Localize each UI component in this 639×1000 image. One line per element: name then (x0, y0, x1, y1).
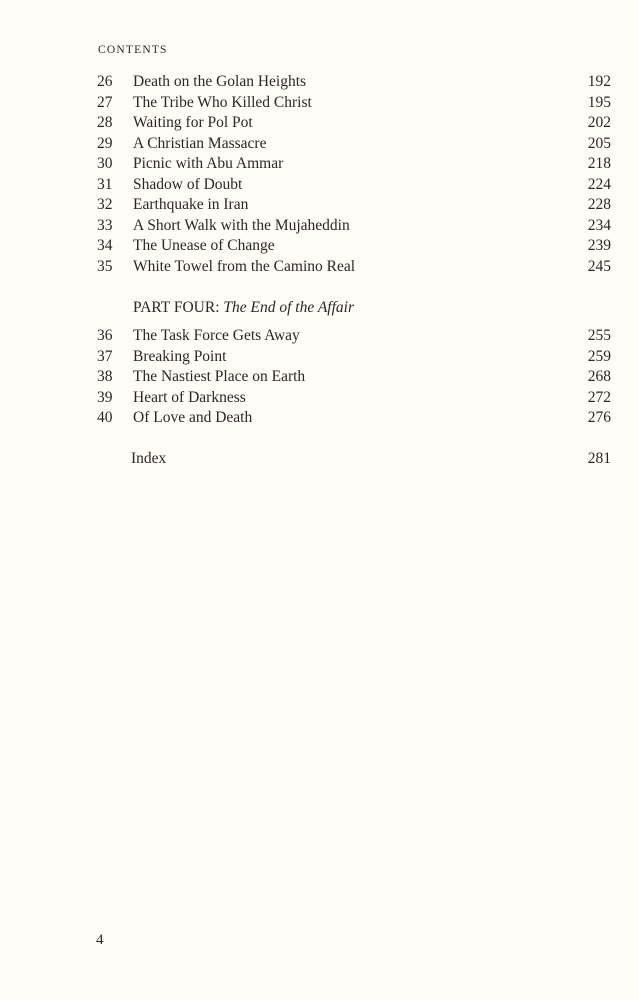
toc-entry (97, 347, 611, 368)
chapter-number: 39 (97, 388, 113, 406)
chapter-title: Heart of Darkness (133, 388, 246, 406)
chapter-number: 28 (97, 114, 113, 131)
chapter-page: 259 (587, 347, 611, 365)
chapter-page: 228 (587, 196, 611, 213)
index-page: 281 (587, 450, 611, 467)
chapter-page: 239 (587, 237, 611, 254)
chapter-title: The Tribe Who Killed Christ (133, 93, 312, 111)
chapter-page: 202 (587, 114, 611, 131)
toc-entry (97, 216, 611, 237)
index-label: Index (131, 450, 167, 467)
chapter-page: 255 (587, 327, 611, 344)
chapter-page: 218 (587, 155, 611, 172)
toc-entry (97, 367, 611, 388)
chapter-page: 276 (587, 409, 611, 426)
chapter-title: Breaking Point (133, 347, 227, 365)
chapter-page: 272 (587, 388, 611, 406)
chapter-number: 38 (97, 368, 113, 385)
chapter-title: Shadow of Doubt (133, 175, 243, 193)
chapter-title: Of Love and Death (133, 409, 253, 426)
chapter-number: 36 (97, 327, 113, 344)
toc-entry (97, 236, 611, 257)
toc-entry (97, 134, 611, 155)
chapter-title: Waiting for Pol Pot (133, 114, 253, 131)
chapter-page: 245 (587, 257, 611, 275)
toc-entry (97, 72, 611, 93)
page-number: 4 (96, 932, 104, 948)
part-label: PART FOUR: (133, 299, 224, 316)
chapter-page: 268 (587, 368, 611, 385)
chapter-number: 37 (97, 347, 113, 365)
chapter-number: 32 (97, 196, 113, 213)
toc-list-part-three (97, 72, 611, 277)
chapter-number: 27 (97, 93, 113, 111)
chapter-number: 34 (97, 237, 113, 254)
chapter-page: 195 (587, 93, 611, 111)
chapter-number: 30 (97, 155, 113, 172)
toc-entry (97, 195, 611, 216)
chapter-number: 40 (97, 409, 113, 426)
index-entry (131, 449, 611, 469)
toc-entry (97, 175, 611, 196)
chapter-title: A Christian Massacre (133, 134, 267, 152)
chapter-page: 205 (587, 134, 611, 152)
chapter-title: Death on the Golan Heights (133, 73, 307, 90)
toc-entry (97, 408, 611, 429)
toc-entry (97, 154, 611, 175)
chapter-number: 26 (97, 73, 113, 90)
chapter-title: The Nastiest Place on Earth (133, 368, 306, 385)
chapter-title: The Task Force Gets Away (133, 327, 300, 344)
chapter-title: The Unease of Change (133, 237, 275, 254)
chapter-number: 31 (97, 175, 113, 193)
running-head: CONTENTS (98, 44, 168, 56)
chapter-page: 224 (587, 175, 611, 193)
chapter-number: 33 (97, 216, 113, 234)
chapter-number: 35 (97, 257, 113, 275)
chapter-title: White Towel from the Camino Real (133, 257, 356, 275)
chapter-page: 192 (587, 73, 611, 90)
part-subtitle: The End of the Affair (223, 299, 354, 316)
chapter-title: A Short Walk with the Mujaheddin (133, 216, 350, 234)
toc-entry (97, 326, 611, 347)
toc-list-part-four (97, 326, 611, 429)
toc-entry (97, 113, 611, 134)
part-heading (133, 298, 354, 318)
toc-entry (97, 257, 611, 278)
chapter-title: Picnic with Abu Ammar (133, 155, 284, 172)
chapter-title: Earthquake in Iran (133, 196, 249, 213)
chapter-number: 29 (97, 134, 113, 152)
toc-entry (97, 93, 611, 114)
chapter-page: 234 (587, 216, 611, 234)
toc-entry (97, 388, 611, 409)
